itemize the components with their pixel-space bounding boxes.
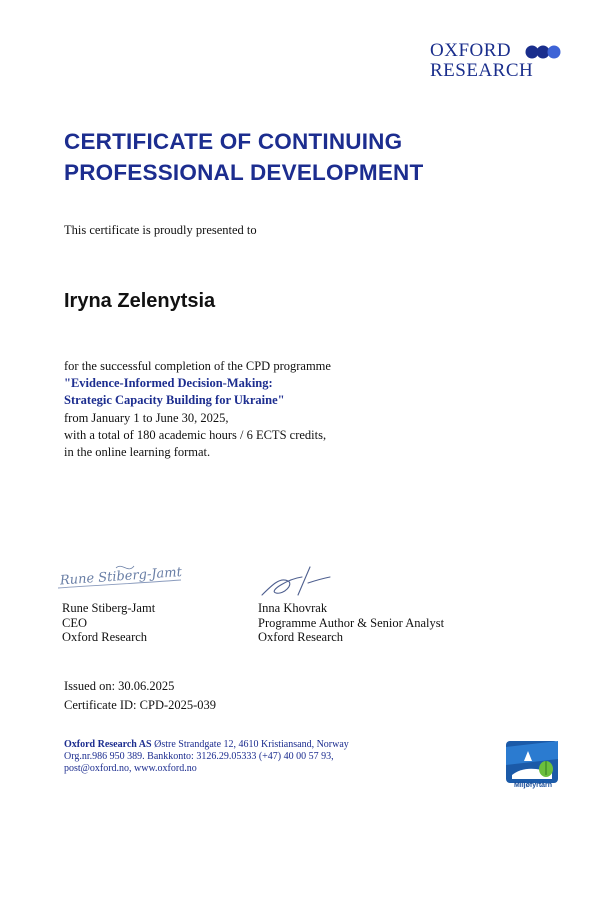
footer-address: Østre Strandgate 12, 4610 Kristiansand, Norway — [154, 739, 349, 750]
programme-title-line-1: "Evidence-Informed Decision-Making: — [64, 376, 273, 391]
footer-line-3: post@oxford.no, www.oxford.no — [64, 763, 197, 775]
body-line-5: with a total of 180 academic hours / 6 ECTS credits, — [64, 427, 327, 442]
lighthouse-badge-icon — [506, 741, 558, 783]
footer-line-2: Org.nr.986 950 389. Bankkonto: 3126.29.05333 (+47) 40 00 57 93, — [64, 751, 334, 763]
title-line-1: CERTIFICATE OF CONTINUING — [64, 129, 403, 154]
logo-word-research: RESEARCH — [430, 60, 534, 81]
signer-1 — [62, 601, 155, 645]
certificate-title — [64, 126, 544, 188]
signature-rune-stiberg-jamt — [56, 560, 186, 600]
programme-title-line-2: Strategic Capacity Building for Ukraine" — [64, 393, 285, 408]
issued-on: Issued on: 30.06.2025 — [64, 679, 175, 693]
signer-1-org: Oxford Research — [62, 630, 148, 645]
signer-2 — [258, 601, 444, 645]
presented-text: This certificate is proudly presented to — [64, 223, 257, 237]
certificate-id: Certificate ID: CPD-2025-039 — [64, 697, 217, 712]
signer-1-role: CEO — [62, 615, 87, 630]
body-line-1: for the successful completion of the CPD programme — [64, 359, 331, 373]
footer-contact — [64, 739, 349, 776]
body-line-4: from January 1 to June 30, 2025, — [64, 410, 229, 425]
recipient-name: Iryna Zelenytsia — [64, 290, 216, 312]
eco-badge-label: Miljøfyrtårn — [513, 782, 553, 789]
signature-1-text: Rune Stiberg-Jamt — [59, 565, 183, 589]
logo-word-oxford: OXFORD — [430, 40, 512, 61]
signer-1-name: Rune Stiberg-Jamt — [62, 601, 156, 615]
signature-inna-khovrak — [258, 565, 338, 601]
signer-2-role: Programme Author & Senior Analyst — [258, 615, 445, 630]
issue-info — [64, 677, 216, 714]
signer-2-org: Oxford Research — [258, 630, 344, 645]
certificate-body — [64, 358, 534, 461]
signer-2-name: Inna Khovrak — [258, 601, 328, 615]
oxford-research-logo — [430, 42, 560, 82]
footer-org-name: Oxford Research AS — [64, 739, 152, 750]
three-circles-icon — [525, 45, 565, 59]
title-line-2: PROFESSIONAL DEVELOPMENT — [64, 160, 424, 185]
body-line-6: in the online learning format. — [64, 445, 211, 460]
